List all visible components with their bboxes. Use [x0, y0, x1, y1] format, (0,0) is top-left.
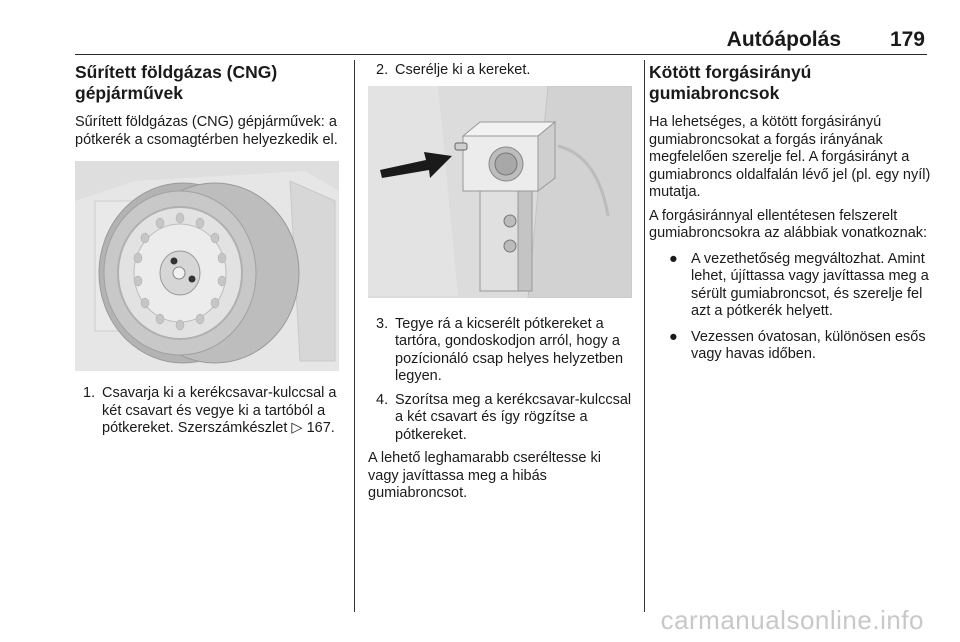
- section-title: Autóápolás: [726, 28, 841, 51]
- spare-wheel-illustration: [75, 161, 339, 371]
- cng-intro: Sűrített földgázas (CNG) gépjárművek: a pótkerék a csomagtérben helyezkedik el.: [75, 114, 338, 148]
- directional-tyres-heading: Kötött forgásirányú gumiabroncsok: [649, 62, 812, 103]
- reference-arrow-icon: ▷: [291, 420, 303, 436]
- bullet-1: ● A vezethetőség megváltozhat. Amint lehet, újíttassa vagy javíttassa meg a sérült gumiabroncsot, és szerelje fel azt a pótkerék helyett.: [669, 250, 929, 319]
- step-2: 2. Cserélje ki a kereket.: [376, 62, 531, 78]
- steps-list-3: [368, 316, 634, 445]
- page-reference: 167.: [306, 420, 335, 436]
- bullet-icon: ●: [669, 250, 678, 267]
- cng-heading: Sűrített földgázas (CNG) gépjárművek: [75, 62, 278, 103]
- page-number: 179: [889, 28, 925, 51]
- steps-list-1: [75, 385, 343, 438]
- directional-tyres-p2: A forgásiránnyal ellentétesen felszerelt gumiabroncsokra az alábbiak vonatkoznak:: [649, 207, 928, 241]
- directional-tyres-p1: Ha lehetséges, a kötött forgásirányú gumiabroncsokat a forgás irányának megfelelően szerelje fel. A forgásirányt a gumiabroncs oldalfalán lévő jel (pl. egy nyíl) mutatja.: [649, 114, 931, 200]
- steps-list-2: [368, 62, 634, 80]
- repair-note: A lehető leghamarabb cseréltesse ki vagy javíttassa meg a hibás gumiabroncsot.: [368, 450, 601, 501]
- bullet-2: ● Vezessen óvatosan, különösen esős vagy havas időben.: [669, 328, 926, 362]
- wheel-holder-illustration: [368, 86, 632, 298]
- page-header: [75, 22, 927, 55]
- column-divider-1: [354, 60, 355, 612]
- column-1: [75, 62, 343, 444]
- step-4: 4. Szorítsa meg a kerékcsavar-kulccsal a két csavart és így rögzítse a pótkereket.: [376, 391, 632, 443]
- step-1: 1. Csavarja ki a kerékcsavar-kulccsal a két csavart és vegye ki a tartóból a pótkereket. Szerszámkészlet ▷ 167.: [83, 385, 337, 436]
- column-divider-2: [644, 60, 645, 612]
- column-2: [368, 62, 634, 509]
- watermark: carmanualsonline.info: [660, 605, 924, 635]
- bullet-icon: ●: [669, 328, 678, 345]
- column-3: [649, 62, 934, 372]
- step-3: 3. Tegye rá a kicserélt pótkereket a tartóra, gondoskodjon arról, hogy a pozícionáló csap helyes helyzetben legyen.: [376, 315, 624, 384]
- consequences-list: [649, 251, 934, 364]
